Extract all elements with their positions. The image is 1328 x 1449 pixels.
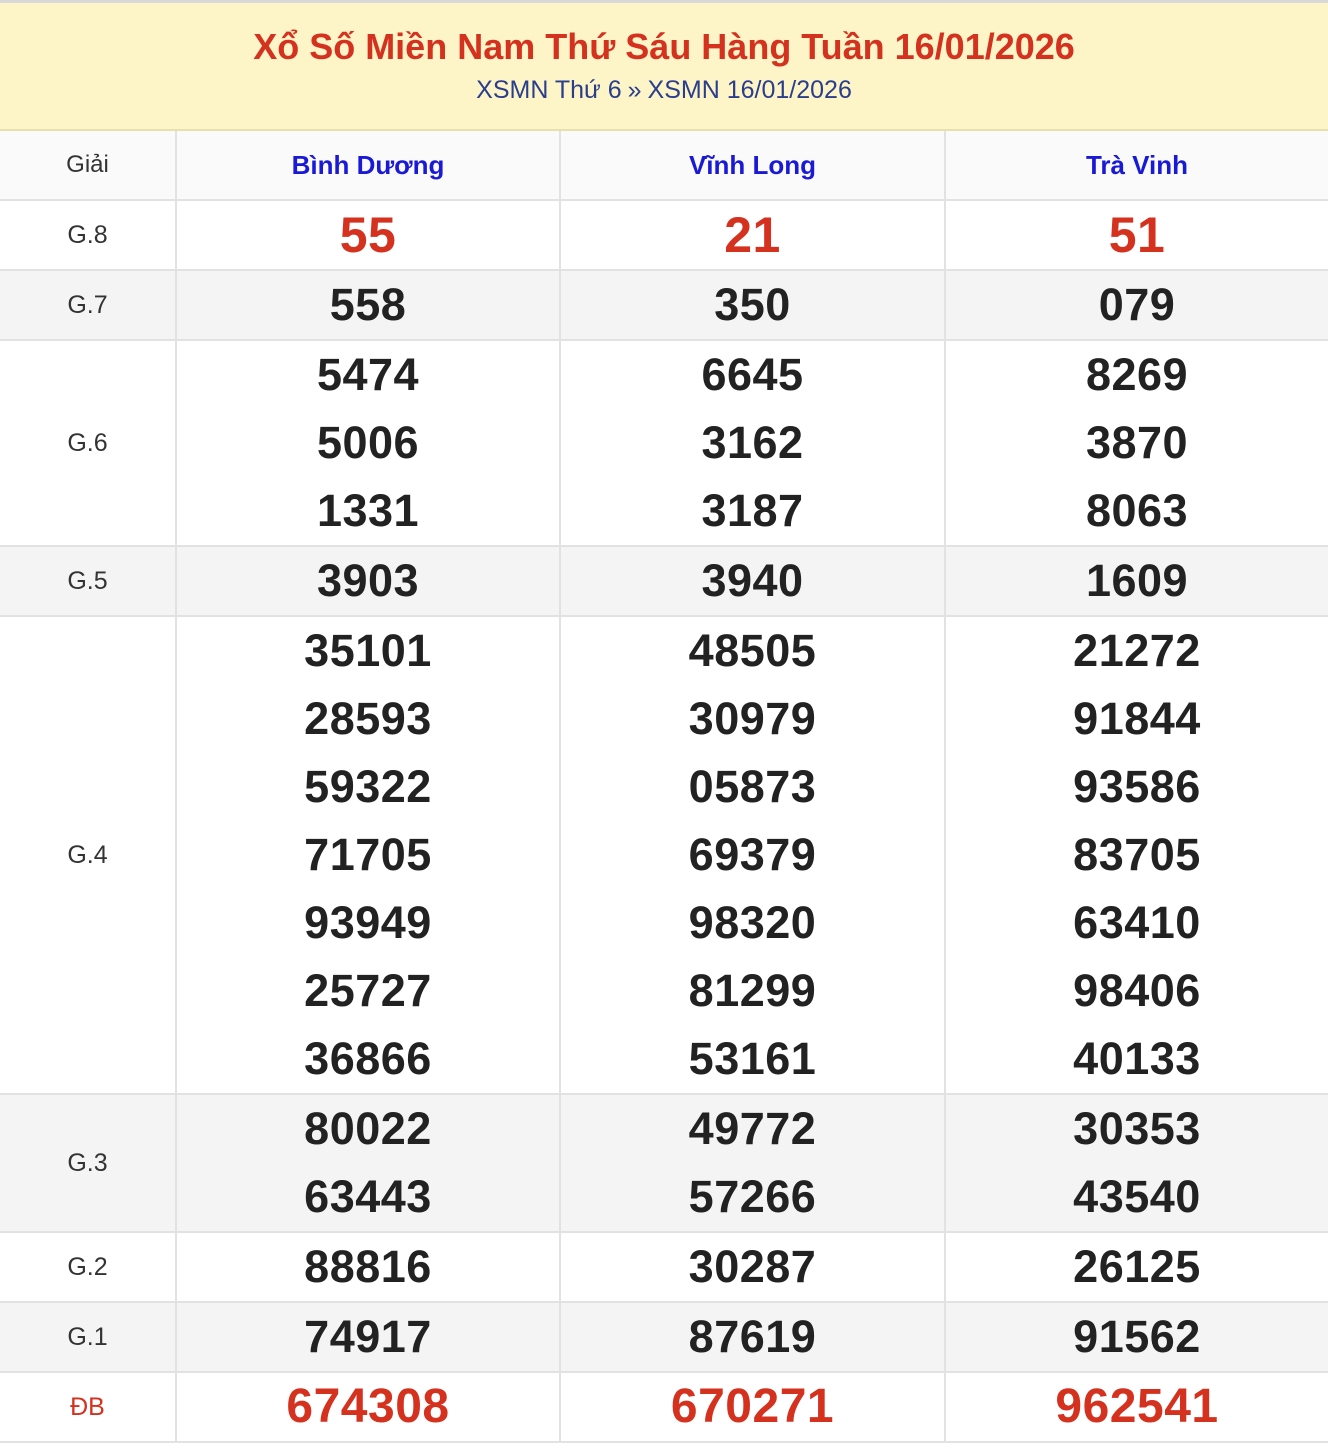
winning-number: 30287	[688, 1241, 817, 1292]
winning-number: 6645	[701, 349, 804, 400]
winning-number: 59322	[304, 761, 432, 812]
province-header-tra-vinh	[945, 131, 1328, 200]
prize-label: G.8	[67, 220, 108, 249]
prize-label: G.1	[67, 1322, 108, 1351]
winning-number: 81299	[688, 965, 817, 1016]
winning-number: 8269	[1085, 349, 1189, 400]
prize-label: G.6	[67, 428, 108, 457]
prize-numbers-cell	[945, 1302, 1328, 1372]
giai-label: Giải	[66, 151, 109, 178]
winning-number: 93949	[304, 897, 432, 948]
table-row	[0, 546, 1328, 616]
link-xsmn-thu-6[interactable]: XSMN Thứ 6	[476, 76, 622, 104]
prize-numbers-cell	[560, 546, 945, 616]
table-row	[0, 340, 1328, 546]
prize-numbers-cell	[560, 616, 945, 1094]
prize-numbers-cell	[176, 1372, 560, 1442]
prize-numbers-cell	[945, 1094, 1328, 1232]
prize-label: G.7	[67, 290, 108, 319]
prize-label-cell	[0, 1302, 176, 1372]
table-row	[0, 1372, 1328, 1442]
winning-number: 35101	[304, 625, 432, 676]
prize-numbers-cell	[176, 546, 560, 616]
prize-numbers-cell	[176, 270, 560, 340]
winning-number: 91844	[1073, 693, 1201, 744]
province-header-binh-duong	[176, 131, 560, 200]
winning-number: 962541	[1055, 1380, 1219, 1433]
winning-number: 30979	[688, 693, 817, 744]
winning-number: 5006	[316, 417, 420, 468]
winning-number: 80022	[304, 1103, 432, 1154]
winning-number: 53161	[688, 1033, 817, 1084]
prize-label: G.5	[67, 566, 108, 595]
winning-number: 1609	[1085, 555, 1189, 606]
page-title: Xổ Số Miền Nam Thứ Sáu Hàng Tuần 16/01/2026	[253, 26, 1075, 67]
table-row	[0, 270, 1328, 340]
winning-number: 71705	[304, 829, 432, 880]
prize-numbers-cell	[945, 1232, 1328, 1302]
winning-number: 98320	[688, 897, 817, 948]
winning-number: 91562	[1073, 1311, 1201, 1362]
prize-numbers-cell	[945, 200, 1328, 270]
winning-number: 3870	[1085, 417, 1189, 468]
prize-numbers-cell	[176, 616, 560, 1094]
winning-number: 350	[714, 279, 791, 330]
winning-number: 83705	[1073, 829, 1201, 880]
giai-header	[0, 131, 176, 200]
winning-number: 57266	[688, 1171, 817, 1222]
table-row	[0, 1302, 1328, 1372]
winning-number: 74917	[304, 1311, 432, 1362]
winning-number: 8063	[1085, 485, 1189, 536]
prize-label-cell	[0, 546, 176, 616]
table-row	[0, 200, 1328, 270]
winning-number: 26125	[1073, 1241, 1201, 1292]
prize-numbers-cell	[945, 546, 1328, 616]
winning-number: 98406	[1073, 965, 1201, 1016]
prize-numbers-cell	[945, 1372, 1328, 1442]
winning-number: 21272	[1073, 625, 1201, 676]
table-header-row	[0, 131, 1328, 200]
prize-label-cell	[0, 1372, 176, 1442]
winning-number: 3940	[701, 555, 804, 606]
winning-number: 5474	[316, 349, 420, 400]
winning-number: 55	[339, 207, 397, 263]
table-row	[0, 616, 1328, 1094]
prize-label-cell	[0, 340, 176, 546]
prize-numbers-cell	[176, 200, 560, 270]
prize-numbers-cell	[560, 1232, 945, 1302]
prize-numbers-cell	[560, 1302, 945, 1372]
winning-number: 558	[329, 279, 407, 330]
prize-numbers-cell	[560, 1372, 945, 1442]
winning-number: 87619	[688, 1311, 817, 1362]
prize-numbers-cell	[176, 1302, 560, 1372]
winning-number: 05873	[688, 761, 817, 812]
prize-numbers-cell	[945, 340, 1328, 546]
winning-number: 51	[1108, 207, 1166, 263]
winning-number: 3187	[701, 485, 804, 536]
winning-number: 3903	[316, 555, 420, 606]
prize-label-cell	[0, 200, 176, 270]
breadcrumb-separator: »	[627, 76, 642, 104]
prize-label: G.3	[67, 1148, 108, 1177]
winning-number: 21	[724, 207, 781, 263]
prize-label-cell	[0, 1094, 176, 1232]
table-row	[0, 1232, 1328, 1302]
winning-number: 40133	[1073, 1033, 1201, 1084]
winning-number: 69379	[688, 829, 817, 880]
prize-numbers-cell	[560, 270, 945, 340]
winning-number: 1331	[316, 485, 420, 536]
winning-number: 3162	[701, 417, 804, 468]
results-table	[0, 131, 1328, 1443]
winning-number: 670271	[670, 1380, 835, 1433]
winning-number: 25727	[304, 965, 432, 1016]
prize-numbers-cell	[560, 340, 945, 546]
province-name[interactable]: Vĩnh Long	[688, 149, 817, 180]
winning-number: 49772	[688, 1103, 817, 1154]
winning-number: 079	[1098, 279, 1176, 330]
prize-label: G.4	[67, 840, 108, 869]
prize-label: G.2	[67, 1252, 108, 1281]
winning-number: 36866	[304, 1033, 432, 1084]
winning-number: 43540	[1073, 1171, 1201, 1222]
province-name[interactable]: Bình Dương	[291, 149, 445, 180]
winning-number: 48505	[688, 625, 817, 676]
results-header	[0, 3, 1328, 131]
prize-numbers-cell	[176, 1094, 560, 1232]
prize-numbers-cell	[560, 1094, 945, 1232]
prize-numbers-cell	[945, 616, 1328, 1094]
province-header-vinh-long	[560, 131, 945, 200]
prize-numbers-cell	[560, 200, 945, 270]
winning-number: 63410	[1073, 897, 1201, 948]
prize-label-cell	[0, 1232, 176, 1302]
prize-numbers-cell	[176, 1232, 560, 1302]
winning-number: 88816	[304, 1241, 432, 1292]
winning-number: 30353	[1073, 1103, 1201, 1154]
table-row	[0, 1094, 1328, 1232]
province-name[interactable]: Trà Vinh	[1085, 149, 1189, 180]
prize-numbers-cell	[945, 270, 1328, 340]
winning-number: 674308	[286, 1380, 450, 1433]
link-xsmn-date[interactable]: XSMN 16/01/2026	[647, 76, 852, 104]
breadcrumb	[0, 73, 1328, 107]
results-body	[0, 200, 1328, 1442]
winning-number: 28593	[304, 693, 432, 744]
winning-number: 93586	[1073, 761, 1201, 812]
winning-number: 63443	[304, 1171, 432, 1222]
prize-label: ĐB	[70, 1392, 105, 1421]
prize-numbers-cell	[176, 340, 560, 546]
prize-label-cell	[0, 616, 176, 1094]
prize-label-cell	[0, 270, 176, 340]
